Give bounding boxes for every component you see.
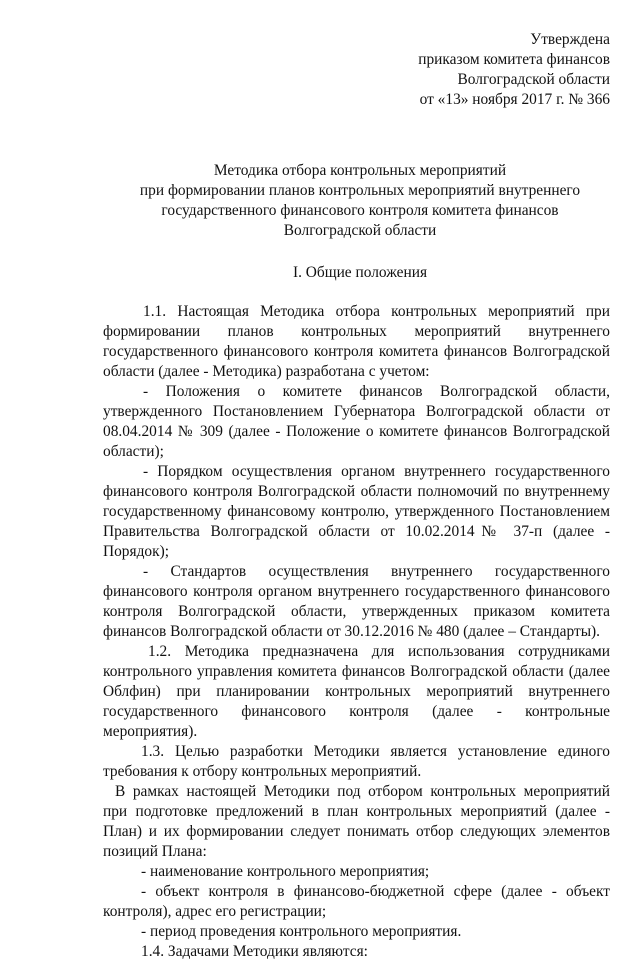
paragraph-1-3-b: В рамках настоящей Методики под отбором контрольных мероприятий при подготовке предложений в план контрольных мероприятий (далее - План) и их формировании следует понимать отбор следующих элементов позиций Плана:	[103, 783, 610, 860]
paragraph-1-1-c: - Стандартов осуществления внутреннего государственного финансового контроля органом внутреннего государственного финансового контроля Волгоградской области, утвержденных приказом комитета финансов Волгоградской области от 30.12.2016 № 480 (далее – Стандарты).	[103, 563, 610, 640]
approval-block	[418, 30, 610, 110]
title-line-1: Методика отбора контрольных мероприятий	[213, 162, 507, 179]
document-body	[103, 302, 610, 962]
paragraph-1-4: 1.4. Задачами Методики являются:	[141, 943, 368, 960]
title-line-2: при формировании планов контрольных мероприятий внутреннего	[139, 182, 581, 199]
title-line-4: Волгоградской области	[283, 222, 437, 239]
paragraph-1-1-b: - Порядком осуществления органом внутреннего государственного финансового контроля Волгоградской области полномочий по внутреннему государственному финансовому контролю, утвержденного Постановлением Правительства Волгоградской области от 10.02.2014№ 37-п (далее - Порядок);	[103, 463, 610, 560]
approval-line-1: Утверждена	[530, 31, 610, 48]
document-title	[60, 161, 640, 241]
paragraph-1-2: 1.2. Методика предназначена для использования сотрудниками контрольного управления комитета финансов Волгоградской области (далее Облфин) при планировании контрольных мероприятий внутреннего государственного финансового контроля (далее - контрольные мероприятия).	[103, 643, 610, 740]
approval-line-4: от «13» ноября 2017 г. № 366	[419, 91, 610, 108]
approval-line-2: приказом комитета финансов	[418, 51, 610, 68]
list-item-1: - наименование контрольного мероприятия;	[141, 863, 430, 880]
paragraph-1-1-a: - Положения о комитете финансов Волгоградской области, утвержденного Постановлением Губернатора Волгоградской области от 08.04.2014 № 309 (далее - Положение о комитете финансов Волгоградской области);	[103, 383, 610, 460]
list-item-3: - период проведения контрольного мероприятия.	[141, 923, 462, 940]
list-item-2: - объект контроля в финансово-бюджетной сфере (далее - объект контроля), адрес его регистрации;	[103, 883, 610, 920]
paragraph-1-1: 1.1. Настоящая Методика отбора контрольных мероприятий при формировании планов контрольных мероприятий внутреннего государственного финансового контроля комитета финансов Волгоградской области (далее - Методика) разработана с учетом:	[103, 303, 610, 380]
section-heading: I. Общие положения	[292, 264, 428, 281]
title-line-3: государственного финансового контроля комитета финансов	[161, 202, 559, 219]
paragraph-1-3: 1.3. Целью разработки Методики является установление единого требования к отбору контрольных мероприятий.	[103, 743, 610, 780]
approval-line-3: Волгоградской области	[457, 71, 610, 88]
